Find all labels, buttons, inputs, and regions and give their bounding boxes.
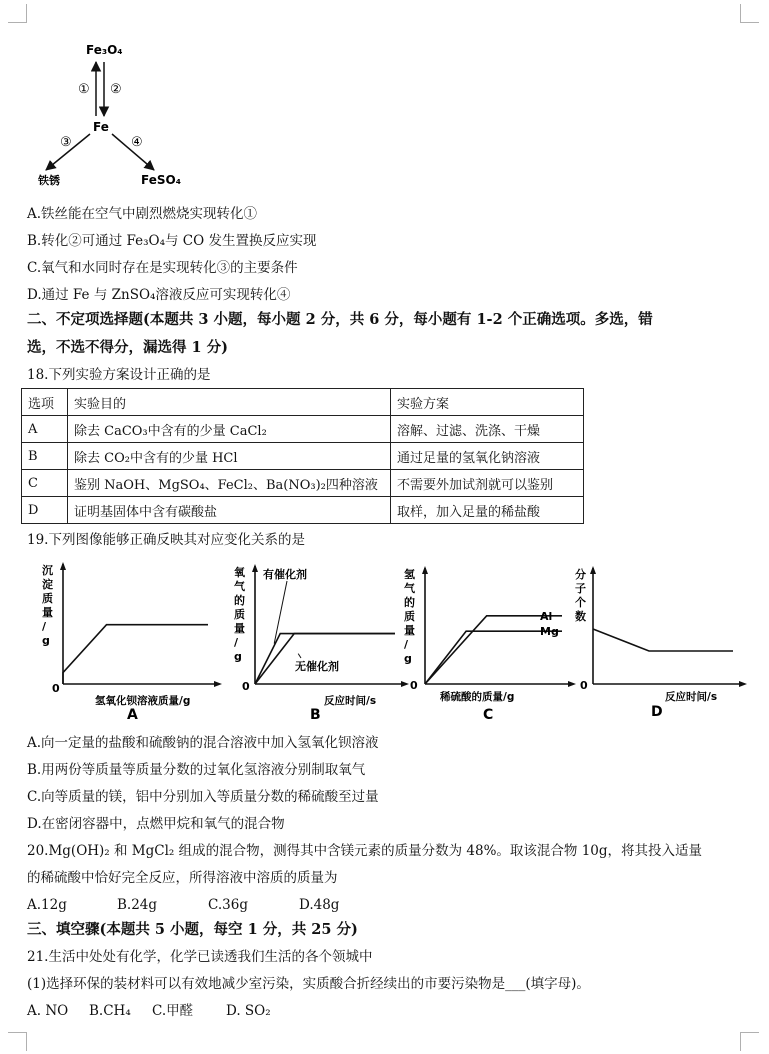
chart-series-label: Al [540,609,553,623]
table-cell: B [22,443,68,470]
chart-series-label: Mg [540,625,559,639]
q19-option-a: A.向一定量的盐酸和硫酸钠的混合溶液中加入氢氧化钡溶液 [27,735,379,751]
chart-series-line [255,634,395,684]
chart-title: C [483,707,494,723]
q17-option-d: D.通过 Fe 与 ZnSO₄溶液反应可实现转化④ [27,287,291,303]
chart-ylabel-char: g [404,652,412,665]
chart-series-label: 有催化剂 [263,568,307,581]
section3-heading: 三、填空骤(本题共 5 小题，每空 1 分，共 25 分) [27,921,358,938]
q20-option-d: D.48g [299,897,340,913]
q21-option-b: B.CH₄ [89,1003,131,1019]
chart-ylabel-char: 气 [404,582,415,595]
table-cell: 通过足量的氢氧化钠溶液 [391,443,584,470]
chart-series-line [63,625,208,684]
table-cell: 溶解、过滤、洗涤、干燥 [391,416,584,443]
table-header-cell: 选项 [22,389,68,416]
table-cell: 除去 CaCO₃中含有的少量 CaCl₂ [68,416,391,443]
q21-option-c: C.甲醛 [152,1003,194,1019]
table-header-cell: 实验方案 [391,389,584,416]
table-cell: 证明基固体中含有碳酸盐 [68,497,391,524]
section2-heading-line1: 二、不定项选择题(本题共 3 小题，每小题 2 分，共 6 分，每小题有 1-2 个正确选项。多选，错 [27,311,653,328]
chart-y-arrowhead [60,562,66,570]
arrow-2-label: ② [110,82,122,97]
table-header-cell: 实验目的 [68,389,391,416]
chart-title: A [127,707,138,723]
chart-ylabel-char: / [234,636,239,649]
diagram-feso4-label: FeSO₄ [141,173,181,187]
chart-xlabel: 氢氧化钡溶液质量/g [95,695,191,707]
chart-ylabel-char: 量 [234,622,245,635]
table-cell: 鉴别 NaOH、MgSO₄、FeCl₂、Ba(NO₃)₂四种溶液 [68,470,391,497]
q19-option-b: B.用两份等质量等质量分数的过氧化氢溶液分别制取氧气 [27,762,366,778]
chart-ylabel-char: 氧 [234,566,245,579]
q20-stem-line2: 的稀硫酸中恰好完全反应，所得溶液中溶质的质量为 [27,870,338,886]
chart-x-arrowhead [214,681,222,687]
q21-stem: 21.生活中处处有化学，化学已读透我们生活的各个领城中 [27,949,373,965]
q19-option-c: C.向等质量的镁，铝中分别加入等质量分数的稀硫酸至过量 [27,789,379,805]
chart-ylabel-char: 氢 [404,568,415,581]
chart-ylabel-char: 子 [575,582,586,595]
chart-label-leader [298,654,301,658]
chart-ylabel-char: / [404,638,409,651]
chart-x-arrowhead [568,681,576,687]
q19-option-d: D.在密闭容器中，点燃甲烷和氧气的混合物 [27,816,285,832]
q20-stem-line1: 20.Mg(OH)₂ 和 MgCl₂ 组成的混合物，测得其中含镁元素的质量分数为 48%。取该混合物 10g，将其投入适量 [27,843,703,859]
chart-ylabel-char: 数 [575,610,586,623]
chart-x-arrowhead [739,681,747,687]
chart-ylabel-char: 个 [575,596,586,609]
q21-sub1: (1)选择环保的装材料可以有效地减少室污染，实质酸合折经续出的市要污染物是___(填字母)。 [27,976,590,992]
table-cell: 取样，加入足量的稀盐酸 [391,497,584,524]
chart-ylabel-char: 量 [404,624,415,637]
diagram-center-fe: Fe [93,120,109,134]
chart-series-line [425,631,562,684]
q19-stem: 19.下列图像能够正确反映其对应变化关系的是 [27,532,305,548]
chart-y-arrowhead [590,566,596,574]
arrow-4-label: ④ [131,135,143,150]
table-cell: 不需要外加试剂就可以鉴别 [391,470,584,497]
chart-title: D [651,704,663,720]
chart-y-arrowhead [252,564,258,572]
chart-origin-label: 0 [52,682,60,695]
q21-option-a: A. NO [27,1003,69,1019]
q21-option-d: D. SO₂ [226,1003,271,1019]
arrow-3-label: ③ [60,135,72,150]
chart-ylabel-char: 质 [404,610,415,623]
chart-series-line [593,629,733,651]
chart-ylabel-char: g [42,634,50,647]
chart-ylabel-char: 气 [234,580,245,593]
diagram-top-formula: Fe₃O₄ [86,43,123,57]
chart-series-label: 无催化剂 [295,660,339,673]
chart-ylabel-char: 质 [42,592,53,605]
q20-option-a: A.12g [27,897,67,913]
chart-y-arrowhead [422,566,428,574]
chart-ylabel-char: 的 [404,596,415,609]
q20-option-b: B.24g [117,897,158,913]
chart-origin-label: 0 [410,679,418,692]
q17-option-a: A.铁丝能在空气中剧烈燃烧实现转化① [27,206,258,222]
arrow-1-label: ① [78,82,90,97]
chart-origin-label: 0 [580,679,588,692]
chart-ylabel-char: 淀 [42,578,53,591]
table-cell: D [22,497,68,524]
chart-title: B [310,707,321,723]
chart-ylabel-char: / [42,620,47,633]
chart-origin-label: 0 [242,680,250,693]
section2-heading-line2: 选，不选不得分，漏选得 1 分) [27,339,229,356]
table-cell: 除去 CO₂中含有的少量 HCl [68,443,391,470]
q18-stem: 18.下列实验方案设计正确的是 [27,367,211,383]
chart-x-arrowhead [401,681,409,687]
chart-ylabel-char: 分 [575,568,586,581]
chart-xlabel: 稀硫酸的质量/g [440,691,515,703]
q17-option-c: C.氧气和水同时存在是实现转化③的主要条件 [27,260,298,276]
chart-xlabel: 反应时间/s [665,691,718,703]
q20-option-c: C.36g [208,897,248,913]
chart-xlabel: 反应时间/s [324,695,377,707]
diagram-rust-label: 铁锈 [38,174,60,187]
q17-option-b: B.转化②可通过 Fe₃O₄与 CO 发生置换反应实现 [27,233,317,249]
table-cell: A [22,416,68,443]
chart-ylabel-char: g [234,650,242,663]
chart-ylabel-char: 量 [42,606,53,619]
chart-ylabel-char: 沉 [42,564,53,577]
chart-ylabel-char: 的 [234,594,245,607]
table-cell: C [22,470,68,497]
chart-ylabel-char: 质 [234,608,245,621]
